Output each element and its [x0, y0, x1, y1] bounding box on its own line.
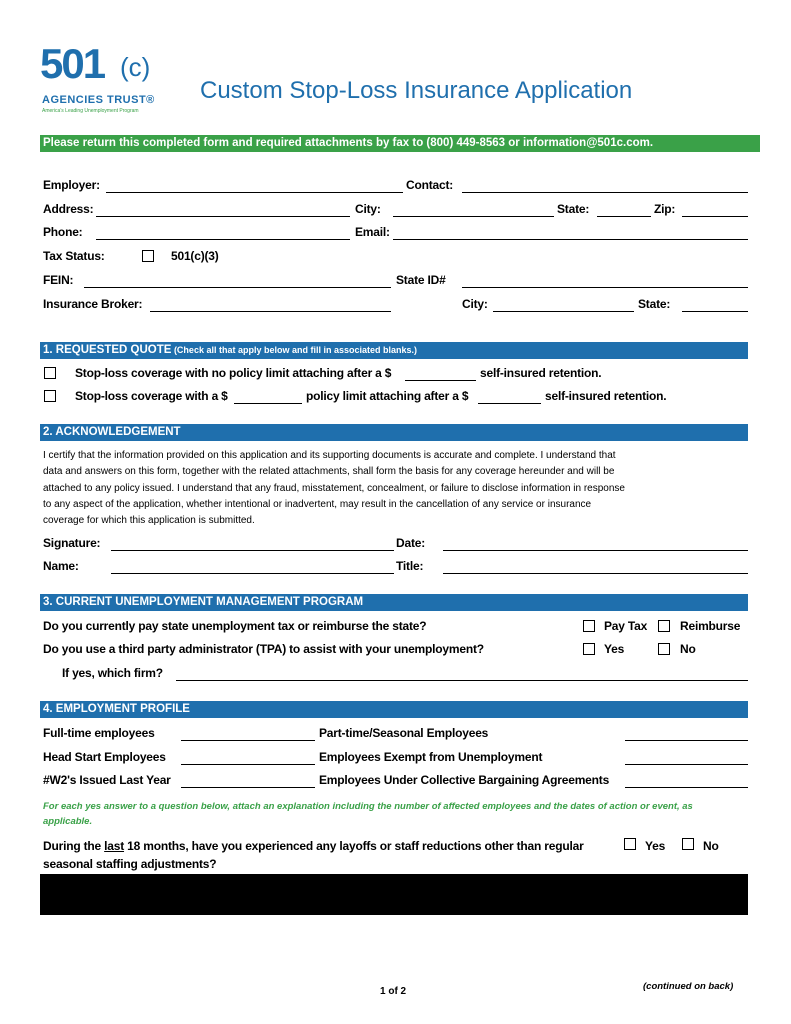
state-id-label: State ID#: [396, 273, 446, 287]
w2-field[interactable]: [181, 787, 315, 788]
tpa-yes-label: Yes: [604, 642, 625, 656]
quote-option-2-retention-field[interactable]: [478, 403, 541, 404]
head-start-field[interactable]: [181, 764, 315, 765]
section-unemployment-program-heading: 3. CURRENT UNEMPLOYMENT MANAGEMENT PROGRAM: [40, 594, 748, 611]
state-id-field[interactable]: [462, 287, 748, 288]
w2-label: #W2's Issued Last Year: [43, 773, 171, 787]
redacted-block: [40, 874, 748, 915]
address-field[interactable]: [96, 216, 350, 217]
state-label: State:: [557, 202, 590, 216]
fein-label: FEIN:: [43, 273, 74, 287]
employer-field[interactable]: [106, 192, 403, 193]
date-label: Date:: [396, 536, 426, 550]
broker-label: Insurance Broker:: [43, 297, 143, 311]
acknowledgement-line: coverage for which this application is submitted.: [43, 515, 255, 527]
full-time-field[interactable]: [181, 740, 315, 741]
quote-option-1-suffix: self-insured retention.: [480, 366, 602, 380]
title-label: Title:: [396, 559, 424, 573]
signature-label: Signature:: [43, 536, 101, 550]
acknowledgement-line: data and answers on this form, together with the related attachments, shall form the basis for any coverage hereunder and will be: [43, 466, 615, 478]
full-time-label: Full-time employees: [43, 726, 155, 740]
contact-field[interactable]: [462, 192, 748, 193]
tpa-question: Do you use a third party administrator (TPA) to assist with your unemployment?: [43, 642, 484, 656]
broker-city-field[interactable]: [493, 311, 634, 312]
contact-label: Contact:: [406, 178, 454, 192]
date-field[interactable]: [443, 550, 748, 551]
page-title: Custom Stop-Loss Insurance Application: [200, 77, 633, 104]
cba-field[interactable]: [625, 787, 748, 788]
logo-number: 501: [40, 40, 105, 87]
quote-option-2-checkbox[interactable]: [44, 390, 56, 402]
logo-tagline: America's Leading Unemployment Program: [42, 108, 139, 114]
part-time-field[interactable]: [625, 740, 748, 741]
email-field[interactable]: [393, 239, 748, 240]
logo-suffix: (c): [120, 52, 151, 82]
broker-state-field[interactable]: [682, 311, 748, 312]
part-time-label: Part-time/Seasonal Employees: [319, 726, 489, 740]
title-field[interactable]: [443, 573, 748, 574]
quote-option-2-middle: policy limit attaching after a $: [306, 389, 469, 403]
phone-field[interactable]: [96, 239, 350, 240]
acknowledgement-line: attached to any policy issued. I understand that any fraud, misstatement, concealment, or failure to disclose information in response: [43, 482, 625, 494]
section-employment-profile-heading: 4. EMPLOYMENT PROFILE: [40, 701, 748, 718]
section-acknowledgement-heading: 2. ACKNOWLEDGEMENT: [40, 424, 748, 441]
quote-option-2-text: Stop-loss coverage with a $: [75, 389, 228, 403]
acknowledgement-line: I certify that the information provided on this application and its supporting documents is accurate and complete. I understand that: [43, 450, 616, 461]
tpa-yes-checkbox[interactable]: [583, 643, 595, 655]
explanation-note-line: applicable.: [43, 816, 93, 827]
email-label: Email:: [355, 225, 390, 239]
layoff-no-label: No: [703, 839, 719, 853]
layoff-yes-label: Yes: [645, 839, 666, 853]
zip-label: Zip:: [654, 202, 676, 216]
quote-option-1-retention-field[interactable]: [405, 380, 476, 381]
phone-label: Phone:: [43, 225, 83, 239]
layoff-question-continued: seasonal staffing adjustments?: [43, 857, 217, 871]
layoff-question-end: 18 months, have you experienced any layoffs or staff reductions other than regular: [124, 839, 584, 853]
tax-status-501c3-checkbox[interactable]: [142, 250, 154, 262]
quote-option-1-text: Stop-loss coverage with no policy limit attaching after a $: [75, 366, 392, 380]
address-label: Address:: [43, 202, 94, 216]
pay-tax-checkbox[interactable]: [583, 620, 595, 632]
tax-status-option-label: 501(c)(3): [171, 249, 219, 263]
name-label: Name:: [43, 559, 79, 573]
section-requested-quote-heading: [40, 342, 748, 359]
logo-name: AGENCIES TRUST®: [42, 94, 155, 106]
state-field[interactable]: [597, 216, 651, 217]
quote-option-2-limit-field[interactable]: [234, 403, 302, 404]
acknowledgement-line: to any aspect of the application, whether intentional or inadvertent, may result in the cancellation of any service or insurance: [43, 498, 592, 510]
cba-label: Employees Under Collective Bargaining Agreements: [319, 773, 610, 787]
layoff-yes-checkbox[interactable]: [624, 838, 636, 850]
acknowledgement-text: [43, 448, 749, 529]
layoff-no-checkbox[interactable]: [682, 838, 694, 850]
section-requested-quote-title: 1. REQUESTED QUOTE: [43, 344, 172, 356]
tpa-no-label: No: [680, 642, 696, 656]
return-instructions-banner: Please return this completed form and required attachments by fax to (800) 449-8563 or information@501c.com.: [40, 135, 760, 152]
tpa-firm-field[interactable]: [176, 680, 748, 681]
continued-note: (continued on back): [643, 981, 734, 992]
reimburse-label: Reimburse: [680, 619, 741, 633]
reimburse-checkbox[interactable]: [658, 620, 670, 632]
layoff-question-emphasis: last: [104, 839, 125, 853]
page-number: 1 of 2: [380, 986, 407, 997]
exempt-field[interactable]: [625, 764, 748, 765]
section-requested-quote-note: (Check all that apply below and fill in associated blanks.): [171, 345, 417, 355]
pay-tax-question: Do you currently pay state unemployment tax or reimburse the state?: [43, 619, 427, 633]
city-label: City:: [355, 202, 381, 216]
head-start-label: Head Start Employees: [43, 750, 166, 764]
broker-field[interactable]: [150, 311, 391, 312]
explanation-note: [43, 799, 749, 829]
tpa-firm-label: If yes, which firm?: [62, 666, 163, 680]
tpa-no-checkbox[interactable]: [658, 643, 670, 655]
signature-field[interactable]: [111, 550, 394, 551]
employer-label: Employer:: [43, 178, 100, 192]
quote-option-1-checkbox[interactable]: [44, 367, 56, 379]
city-field[interactable]: [393, 216, 554, 217]
name-field[interactable]: [111, 573, 394, 574]
layoff-question-start: During the: [43, 839, 105, 853]
quote-option-2-suffix: self-insured retention.: [545, 389, 667, 403]
pay-tax-label: Pay Tax: [604, 619, 648, 633]
broker-state-label: State:: [638, 297, 671, 311]
fein-field[interactable]: [84, 287, 391, 288]
explanation-note-line: For each yes answer to a question below, attach an explanation including the number of affected employees and the dates of action or event, as: [43, 801, 693, 812]
zip-field[interactable]: [682, 216, 748, 217]
broker-city-label: City:: [462, 297, 488, 311]
tax-status-label: Tax Status:: [43, 249, 105, 263]
layoff-question: [43, 839, 584, 853]
exempt-label: Employees Exempt from Unemployment: [319, 750, 543, 764]
